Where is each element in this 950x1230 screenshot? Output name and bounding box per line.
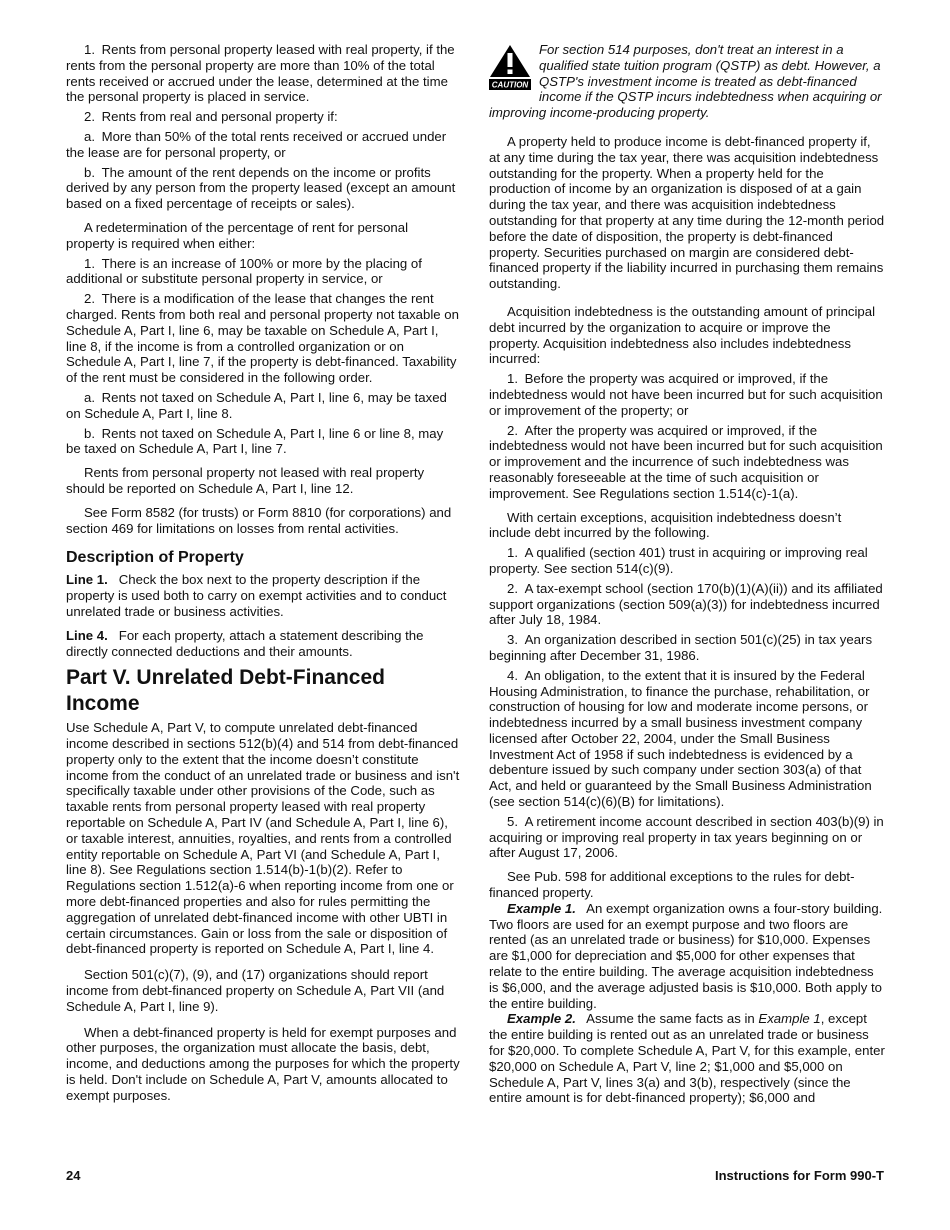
line1-label: Line 1.	[66, 572, 108, 588]
paragraph: b. Rents not taxed on Schedule A, Part I, line 6 or line 8, may be taxed on Schedule A, Part I, line 7.	[66, 425, 444, 457]
paragraph: 2. Rents from real and personal property if:	[84, 109, 338, 125]
paragraph: 4. An obligation, to the extent that it is insured by the Federal Housing Administration, to finance the purchase, rehabilitation, or construction of housing for low and moderate income persons, or indebtedness incurred by a small business investment company licensed after October 22, 2004, under the Small Business Investment Act of 1958 if such indebtedness is evidenced by a debenture issued by such company under section 303(a) of that Act, and held or guaranteed by the Small Business Administration (see section 514(c)(6)(B) for limitations).	[489, 667, 872, 810]
part-v-heading: Part V. Unrelated Debt-Financed Income	[66, 666, 385, 716]
form-title: Instructions for Form 990-T	[714, 1168, 884, 1183]
paragraph: With certain exceptions, acquisition indebtedness doesn’t include debt incurred by the following.	[489, 509, 842, 541]
example1-paragraph	[489, 901, 885, 1012]
paragraph: A property held to produce income is debt-financed property if, at any time during the tax year, there was acquisition indebtedness outstanding for the property. When a property held for the production of income by an organization is disposed of at a gain during the tax year, and there was acquisition indebtedness outstanding for that property at any time during the 12-month period before the date of disposition, the property is debt-financed property. Securities purchased on margin are considered debt-financed property if the liability incurred in purchasing them remains outstanding.	[489, 134, 885, 292]
example2-label: Example 2.	[507, 1011, 576, 1027]
example2-reference: Example 1	[758, 1011, 821, 1027]
section-heading-description: Description of Property	[66, 549, 244, 567]
example2-paragraph	[489, 1011, 885, 1106]
paragraph: a. Rents not taxed on Schedule A, Part I, line 6, may be taxed on Schedule A, Part I, line 8.	[66, 389, 447, 421]
paragraph: Use Schedule A, Part V, to compute unrelated debt-financed income described in sections 512(b)(4) and 514 from debt-financed property only to the extent that the income doesn’t constitute income from the conduct of an unrelated trade or business and isn't specifically taxable under other provisions of the Code, such as taxable rents from personal property leased with real property reportable on Schedule A, Part IV (and Schedule A, Part I, line 6), or taxable interest, annuities, royalties, and rents from a controlled entity reportable on Schedule A, Part VI (and Schedule A, Part I, line 8). See Regulations section 1.514(b)-1(b)(2). Refer to Regulations section 1.512(a)-6 when reporting income from one or more debt-financed properties and also for rules permitting the aggregation of unrelated debt-financed income with other UBTI in certain circumstances. Gain or loss from the sale or disposition of debt-financed property is reported on Schedule A, Part I, line 4.	[66, 720, 460, 957]
paragraph: 3. An organization described in section 501(c)(25) in tax years beginning after December 31, 1986.	[489, 632, 873, 663]
paragraph: b. The amount of the rent depends on the income or profits derived by any person from the property leased (except an amount based on a fixed percentage of receipts or sales).	[66, 164, 456, 212]
paragraph: 2. After the property was acquired or improved, if the indebtedness would not have been incurred but for such acquisition or improvement and the incurrence of such indebtedness was reasonably foreseeable at the time of such acquisition or improvement. See Regulations section 1.514(c)-1(a).	[489, 422, 883, 501]
paragraph: 2. There is a modification of the lease that changes the rent charged. Rents from both real and personal property not taxable on Schedule A, Part I, line 6, may be taxable on Schedule A, Part I, line 8, if the income is from a controlled organization or on Schedule A, Part I, line 7, if the property is debt-financed. Taxability of the rent must be considered in the following order.	[66, 291, 459, 386]
paragraph: Acquisition indebtedness is the outstanding amount of principal debt incurred by the organization to acquire or improve the property. Acquisition indebtedness also includes indebtedness incurred:	[489, 303, 876, 367]
line4-paragraph	[66, 628, 460, 660]
line4-label: Line 4.	[66, 627, 108, 643]
paragraph: 1. There is an increase of 100% or more by the placing of additional or substitute personal property in service, or	[66, 255, 422, 287]
paragraph: Section 501(c)(7), (9), and (17) organizations should report income from debt-financed property on Schedule A, Part VII (and Schedule A, Part I, line 9).	[66, 967, 445, 1014]
left-column	[66, 42, 460, 1104]
line1-paragraph	[66, 572, 460, 619]
line1-text: Check the box next to the property description if the property is used both to carry on exempt activities and to conduct unrelated trade or business activities.	[66, 572, 447, 619]
caution-box	[489, 42, 885, 122]
caution-text: For section 514 purposes, don't treat an interest in a qualified state tuition program (QSTP) as debt. However, a QSTP's investment income is treated as debt-financed income if the QSTP incurs indebtedness when acquiring or improving income-producing property.	[489, 42, 882, 121]
line4-text: For each property, attach a statement describing the directly connected deductions and their amounts.	[66, 627, 424, 659]
paragraph: A redetermination of the percentage of rent for personal property is required when either:	[66, 219, 409, 251]
paragraph: 5. A retirement income account described in section 403(b)(9) in acquiring or improving real property in tax years beginning on or after August 17, 2006.	[489, 813, 884, 861]
paragraph: 1. Rents from personal property leased with real property, if the rents from the personal property are more than 10% of the total rents received or accrued under the lease, determined at the time the personal property is placed in service.	[66, 42, 455, 105]
paragraph: 2. A tax-exempt school (section 170(b)(1)(A)(ii)) and its affiliated support organizations (section 509(a)(3)) for indebtedness incurred after July 18, 1984.	[489, 580, 883, 628]
example1-label: Example 1.	[507, 900, 576, 916]
paragraph: When a debt-financed property is held for exempt purposes and other purposes, the organization must allocate the basis, debt, income, and deductions among the purposes for which the property is held. Don't include on Schedule A, Part V, amounts allocated to exempt purposes.	[66, 1024, 460, 1103]
paragraph: See Pub. 598 for additional exceptions to the rules for debt-financed property.	[489, 869, 855, 901]
paragraph: a. More than 50% of the total rents received or accrued under the lease are for personal property, or	[66, 128, 447, 160]
caution-icon	[489, 44, 531, 90]
right-column	[489, 42, 885, 1106]
paragraph: See Form 8582 (for trusts) or Form 8810 (for corporations) and section 469 for limitations on losses from rental activities.	[66, 504, 452, 536]
paragraph: 1. Before the property was acquired or improved, if the indebtedness would not have been incurred but for such acquisition or improvement of the property; or	[489, 371, 883, 418]
page-number: 24	[66, 1168, 81, 1183]
example1-text: An exempt organization owns a four-story building. Two floors are used for an exempt purpose and two floors are rented (as an unrelated trade or business) for $10,000. Expenses are $1,000 for depreciation and $5,000 for other expenses that relate to the entire building. The average acquisition indebtedness is $6,000, and the average adjusted basis is $10,000. Both apply to the entire building.	[489, 900, 883, 1011]
caution-label: CAUTION	[491, 80, 529, 90]
paragraph: Rents from personal property not leased with real property should be reported on Schedule A, Part I, line 12.	[66, 465, 425, 496]
example2-text-a: Assume the same facts as in	[586, 1011, 759, 1027]
example2-text-b: , except the entire building is rented out as an unrelated trade or business for $20,000. To complete Schedule A, Part V, for this example, enter $20,000 on Schedule A, Part V, line 2; $1,000 and $5,000 on Schedule A, Part V, lines 3(a) and 3(b), respectively (since the entire amount is for debt-financed property); $6,000 and	[489, 1011, 885, 1106]
paragraph: 1. A qualified (section 401) trust in acquiring or improving real property. See section 514(c)(9).	[489, 545, 868, 576]
